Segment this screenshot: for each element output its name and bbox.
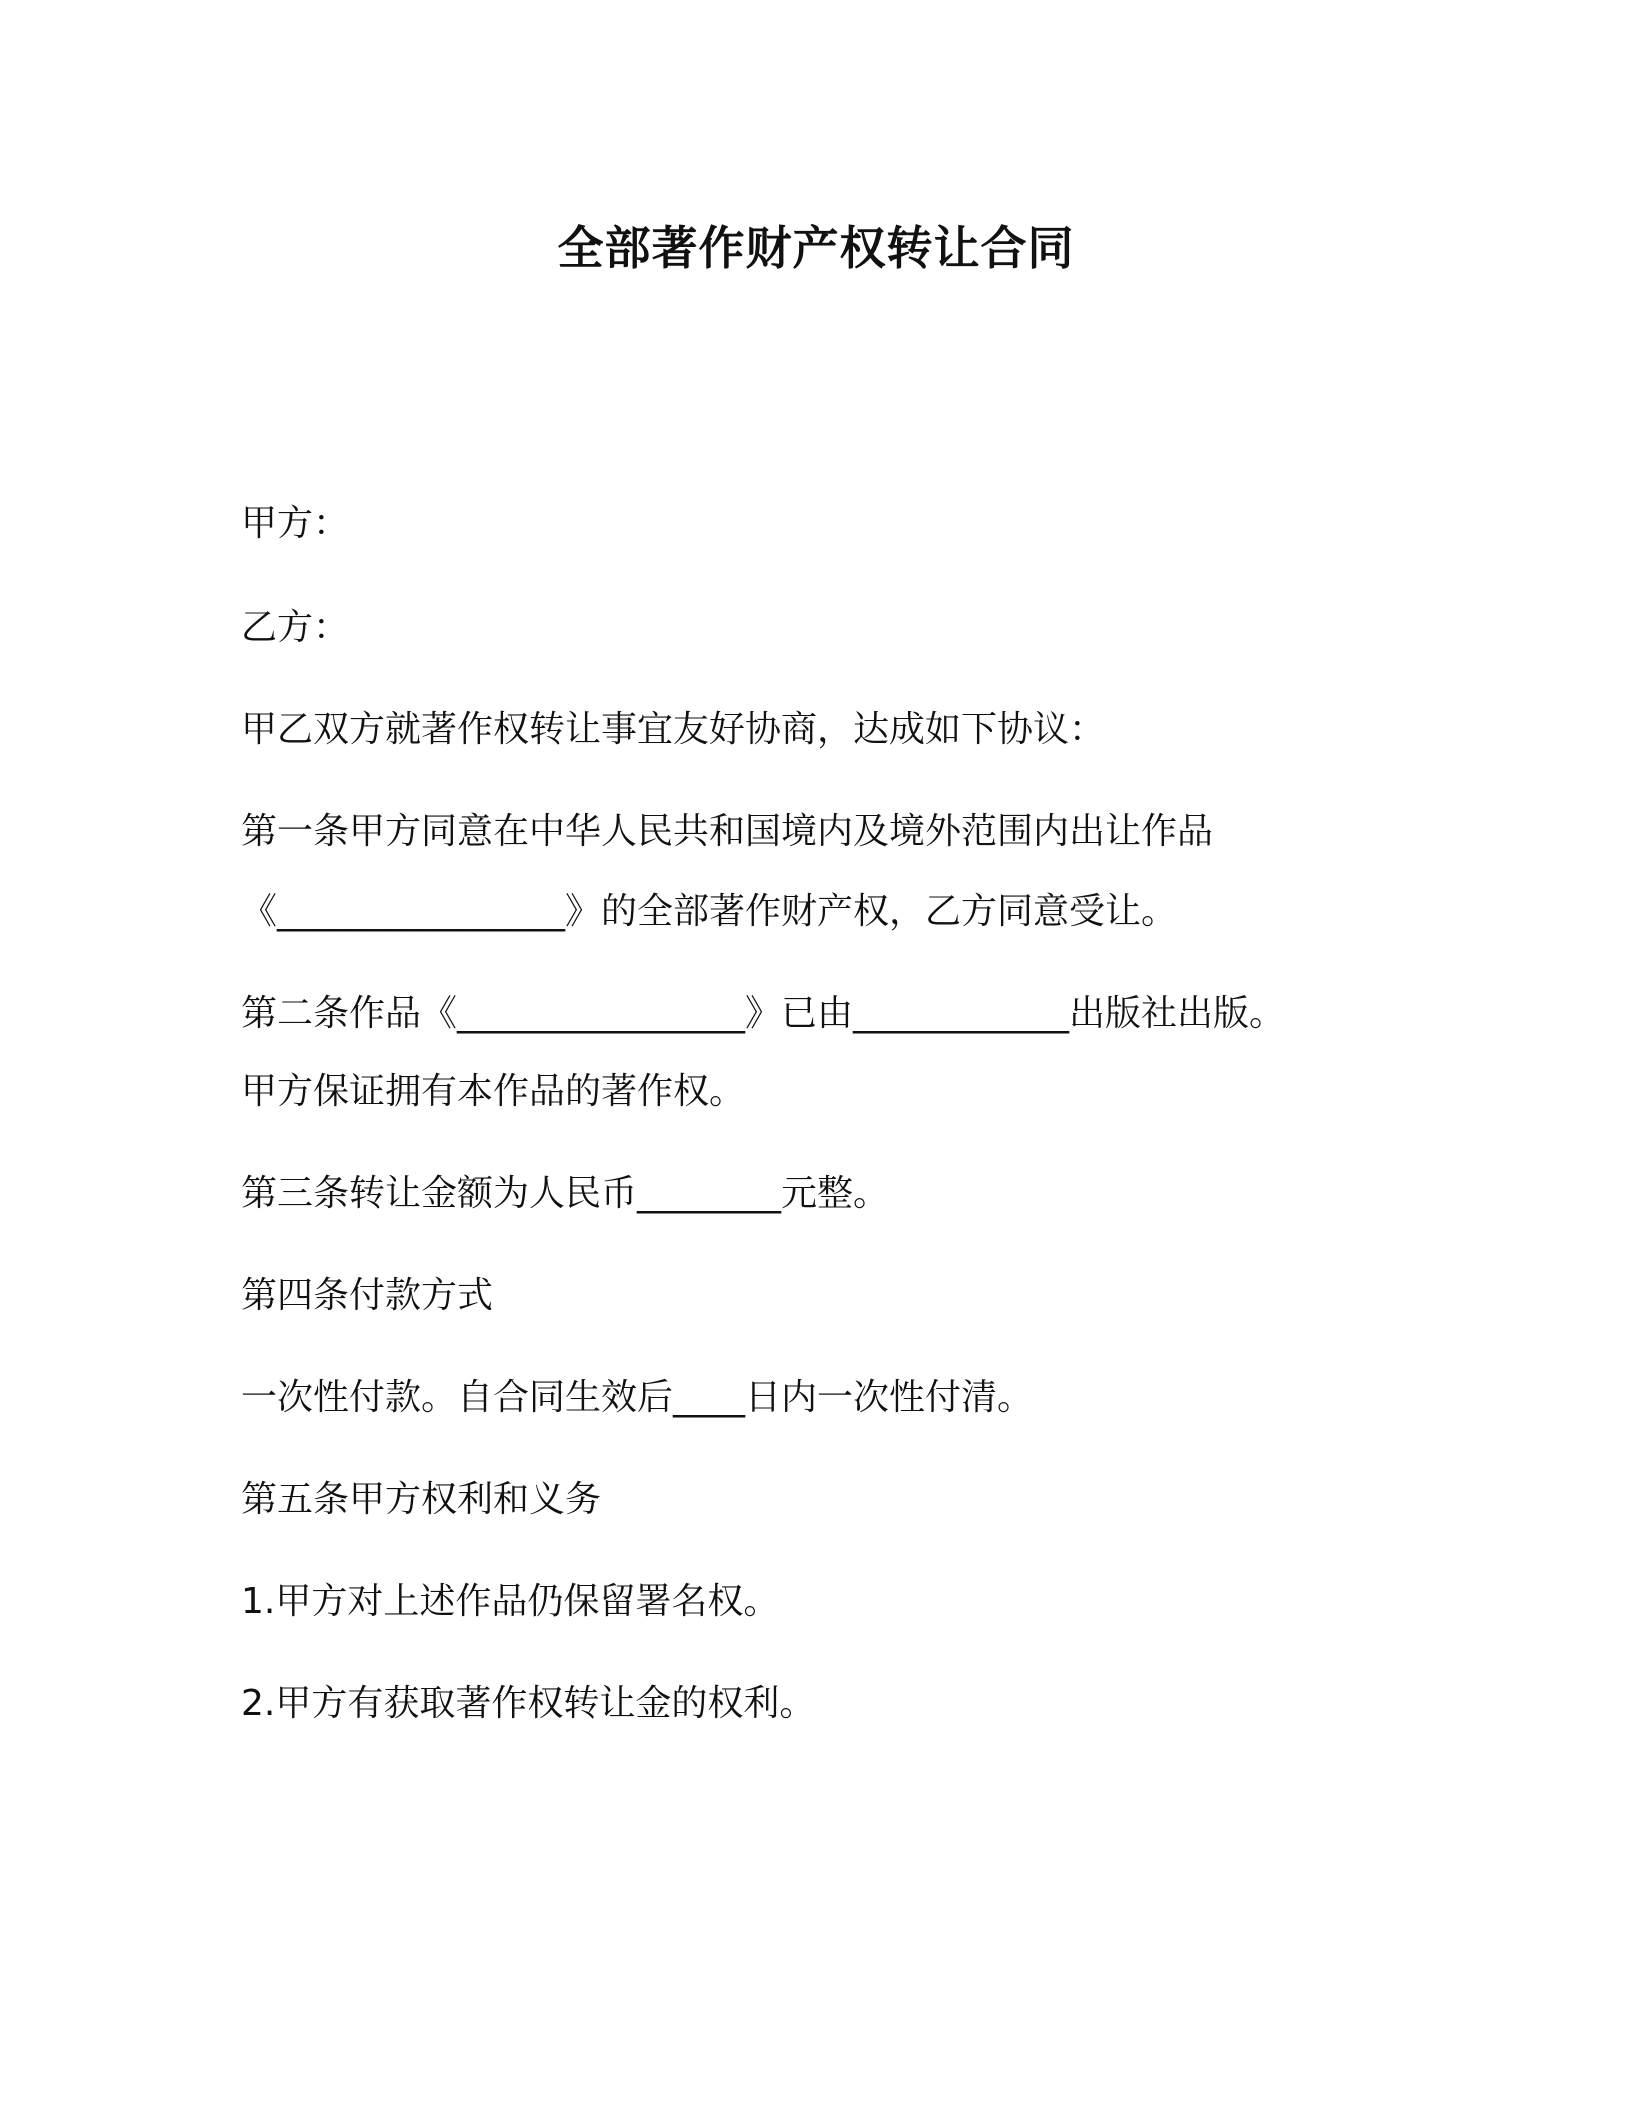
party-a-label: 甲方：: [241, 503, 350, 544]
article-5-item-2: 2.甲方有获取著作权转让金的权利。: [241, 1683, 816, 1724]
article-4-heading: 第四条付款方式: [241, 1275, 494, 1316]
party-b-label: 乙方：: [241, 607, 350, 648]
article-1-line-2: 《________________》的全部著作财产权，乙方同意受让。: [241, 891, 1178, 932]
article-1-line-1: 第一条甲方同意在中华人民共和国境内及境外范围内出让作品: [241, 811, 1214, 852]
article-5-item-1: 1.甲方对上述作品仍保留署名权。: [241, 1581, 780, 1622]
document-title: 全部著作财产权转让合同: [557, 221, 1075, 275]
article-5-heading: 第五条甲方权利和义务: [241, 1479, 602, 1520]
article-3: 第三条转让金额为人民币________元整。: [241, 1173, 890, 1214]
article-4-body: 一次性付款。自合同生效后____日内一次性付清。: [241, 1377, 1034, 1418]
article-2-line-2: 甲方保证拥有本作品的著作权。: [241, 1071, 746, 1112]
preamble-paragraph: 甲乙双方就著作权转让事宜友好协商，达成如下协议：: [241, 709, 1106, 750]
article-2-line-1: 第二条作品《________________》已由____________出版社出版。: [241, 993, 1286, 1034]
